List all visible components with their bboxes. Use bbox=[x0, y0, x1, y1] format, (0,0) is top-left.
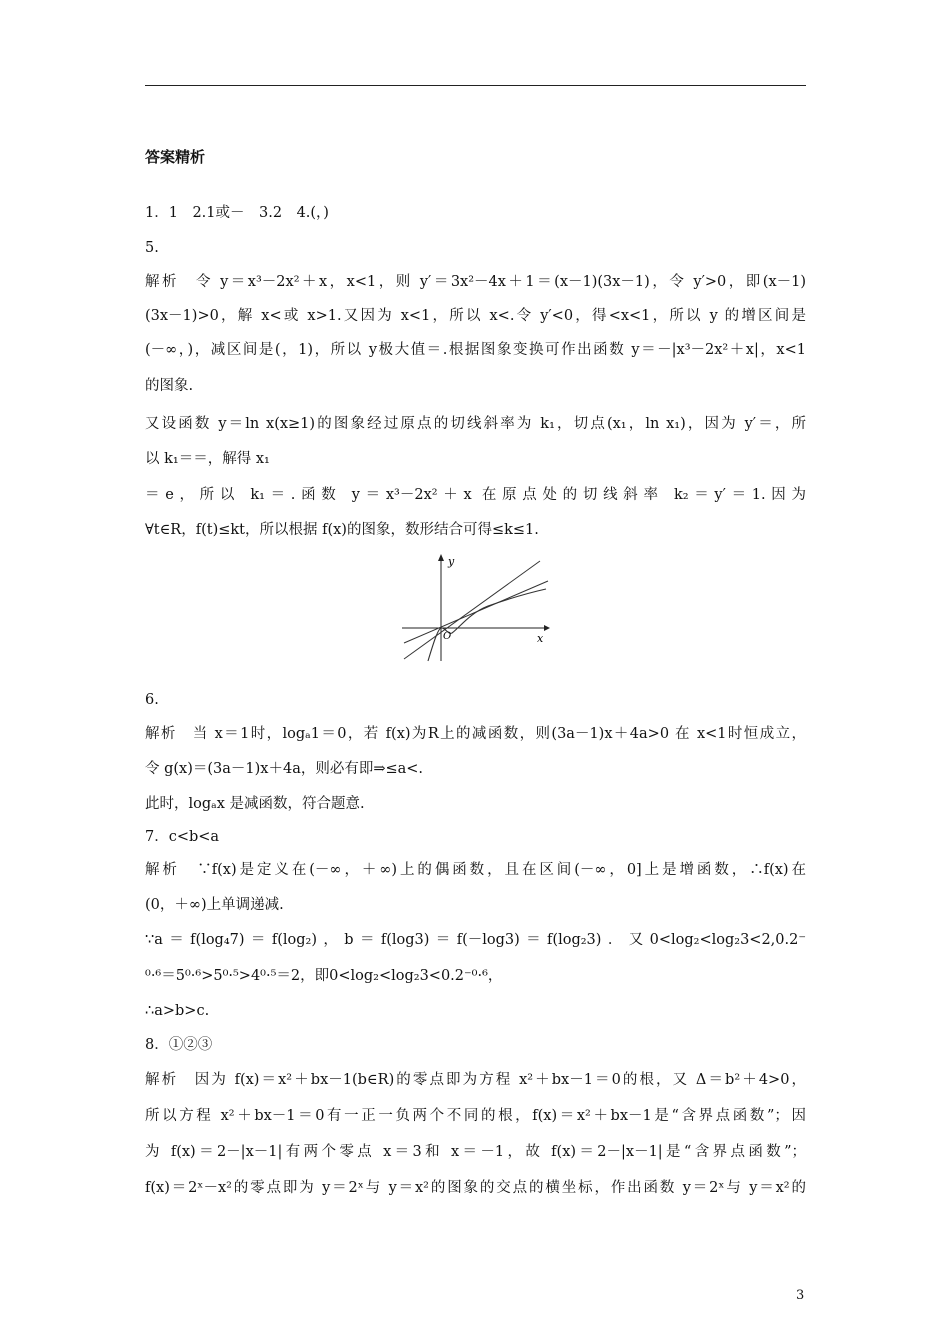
text-line: ＝e，所以 k₁＝.函数 y＝x³－2x²＋x 在原点处的切线斜率 k₂＝y′＝1.因为 bbox=[145, 487, 806, 503]
tangent-line-graph bbox=[398, 553, 550, 663]
text-line: (3x－1)>0，解 x<或 x>1.又因为 x<1，所以 x<.令 y′<0，得<x<1，所以 y 的增区间是 bbox=[145, 308, 806, 324]
problem-5-number: 5. bbox=[145, 240, 159, 256]
tangent-line-k2 bbox=[404, 561, 540, 659]
text-line: ∵a＝f(log₄7)＝f(log₂)，b＝f(log3)＝f(－log3)＝f(log₂3)．又0<log₂<log₂3<2,0.2⁻ bbox=[145, 932, 806, 948]
y-axis-label: y bbox=[448, 555, 455, 568]
text-line: 为 f(x)＝2－|x－1|有两个零点 x＝3和 x＝－1，故 f(x)＝2－|x－1|是“含界点函数”； bbox=[145, 1144, 806, 1160]
text-line: (－∞，)，减区间是(，1)，所以 y极大值＝.根据图象变换可作出函数 y＝－|x³－2x²＋x|，x<1 bbox=[145, 342, 806, 358]
text-line: 又设函数 y＝ln x(x≥1)的图象经过原点的切线斜率为 k₁，切点(x₁，ln x₁)，因为 y′＝，所 bbox=[145, 416, 806, 432]
y-axis-arrow bbox=[438, 554, 444, 561]
origin-label: O bbox=[443, 631, 452, 642]
text-line: ⁰·⁶＝5⁰·⁶>5⁰·⁵>4⁰·⁵＝2，即0<log₂<log₂3<0.2⁻⁰·⁶， bbox=[145, 968, 503, 984]
text-line: 解析 ∵f(x)是定义在(－∞，＋∞)上的偶函数，且在区间(－∞，0]上是增函数，∴f(x)在 bbox=[145, 862, 806, 878]
text-line: ∴a>b>c. bbox=[145, 1003, 210, 1019]
section-heading: 答案精析 bbox=[145, 148, 206, 166]
text-line: 此时，logₐx 是减函数，符合题意. bbox=[145, 796, 365, 812]
text-line: ∀t∈R，f(t)≤kt，所以根据 f(x)的图象，数形结合可得≤k≤1. bbox=[145, 522, 539, 538]
text-line: 以 k₁＝＝，解得 x₁ bbox=[145, 451, 270, 467]
text-line: 的图象. bbox=[145, 378, 194, 394]
x-axis-arrow bbox=[544, 625, 550, 631]
answer-line-1: 1．1 2.1或－ 3.2 4.(，) bbox=[145, 205, 329, 221]
problem-6-number: 6. bbox=[145, 692, 159, 708]
text-line: 解析 当 x＝1时，logₐ1＝0，若 f(x)为R上的减函数，则(3a－1)x＋4a>0 在 x<1时恒成立， bbox=[145, 726, 806, 742]
x-axis-label: x bbox=[537, 632, 544, 645]
text-line: (0，＋∞)上单调递减. bbox=[145, 897, 284, 913]
text-line: 令 g(x)＝(3a－1)x＋4a，则必有即⇒≤a<. bbox=[145, 761, 424, 777]
text-line: 解析 令 y＝x³－2x²＋x，x<1，则 y′＝3x²－4x＋1＝(x－1)(3x－1)，令 y′>0，即(x－1) bbox=[145, 274, 806, 290]
header-rule bbox=[145, 85, 806, 86]
answer-7: 7．c<b<a bbox=[145, 829, 220, 845]
text-line: 解析 因为 f(x)＝x²＋bx－1(b∈R)的零点即为方程 x²＋bx－1＝0的根，又 Δ＝b²＋4>0， bbox=[145, 1072, 806, 1088]
text-line: 所以方程 x²＋bx－1＝0有一正一负两个不同的根，f(x)＝x²＋bx－1是“含界点函数”；因 bbox=[145, 1108, 806, 1124]
text-line: f(x)＝2ˣ－x²的零点即为 y＝2ˣ与 y＝x²的图象的交点的横坐标，作出函数 y＝2ˣ与 y＝x²的 bbox=[145, 1180, 806, 1196]
page-number: 3 bbox=[796, 1288, 805, 1303]
answer-8: 8．①②③ bbox=[145, 1037, 213, 1053]
